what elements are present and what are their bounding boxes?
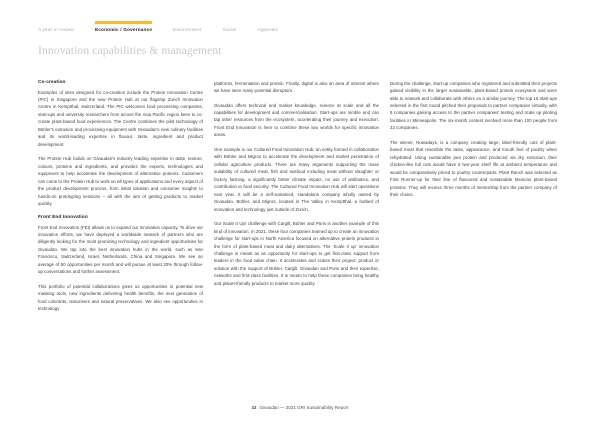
nav-item-economic-governance[interactable] [95, 28, 152, 34]
paragraph-col3-1: During the challenge, start-up companies who registered and submitted their projects gained visibility in the larger sustainable, plant-based protein ecosystem and were able to network and collaborate with others on a similar journey. The top 15 start-ups selected in the first round pitched their proposals to partner companies virtually, with 5 companies gaining access to the partner companies' testing and scale up piloting facilities in Minneapolis. The six-month contest involved more than 100 people from 22 companies. [390, 80, 557, 131]
paragraph-co-creation-2: The Protein Hub builds on Givaudan's industry leading expertise in taste, texture, colours, proteins and ingredients, and provides the experts, technologies and equipment to help accelerate the development of alternative proteins. Customers can come to the Protein Hub to work on all types of applications and every aspect of the product development process, from initial ideation and consumer insights to hands-on prototyping sessions – all with the aim of getting products to market quickly. [38, 156, 203, 207]
paragraph-fei-1: Front End Innovation (FEI) allows us to expand our innovation capacity. To drive our innovation efforts, we have deployed a worldwide network of partners who are diligently looking for the most promising technology and ingredient opportunities for Givaudan. We tap into the best innovation hubs in the world, such as San Francisco, Switzerland, Israel, Netherlands, China and Singapore. We see an average of 50 opportunities per month and will pursue at least 20% through follow-up conversations and further assessment. [38, 224, 203, 275]
nav-item-social[interactable] [222, 28, 236, 34]
column-three [390, 80, 557, 313]
paragraph-col2-2: Givaudan offers technical and market knowledge, science at scale and all the capabilities for development and commercialisation. Start-ups are nimble and can tap other resources from the ecosystem, accelerating their journey and execution. Front End Innovation is here to combine these two worlds for specific innovation areas. [214, 102, 379, 138]
nav-item-environment[interactable] [173, 28, 201, 34]
section-navigation [38, 0, 562, 34]
paragraph-col2-1: platforms, fermentation and protein. Finally, digital is also an area of interest where we have seen many potential disruptors. [214, 80, 379, 94]
column-one [38, 80, 203, 313]
nav-item-label: A year in review [38, 27, 74, 33]
active-tab-accent-bar [95, 21, 152, 24]
nav-item-label: Social [222, 27, 237, 33]
paragraph-co-creation-1: Examples of sites designed for co-creation include the Protein Innovation Centre (PIC) in Singapore and the new Protein Hub at our flagship Zurich Innovation Centre in Kemptthal, Switzerland. The PIC welcomes food processing companies, start-ups and university researchers from across the Asia Pacific region keen to co-create plant-based food experiences. The Centre combines the pilot technology of Bühler's extrusion and processing equipment with Givaudan's new culinary facilities and its world-leading expertise in flavour, taste, ingredient and product development. [38, 89, 203, 147]
paragraph-col2-4: Our Scale It Up! challenge with Cargill, Bühler and Puris is another example of this kind of innovation. In 2021, these four companies teamed up to create an innovation challenge for start-ups in North America focused on alternative protein products in the form of plant-based meat and dairy alternatives. The 'Scale it up' innovation challenge is meant as an opportunity for start-ups to get first-class support from leaders in the food value chain. It accelerates and scales their project, product or solution with the support of Bühler, Cargill, Givaudan and Puris and their expertise, networks and first-class facilities. It is meant to help these companies bring healthy and planet-friendly products to market more quickly. [214, 221, 379, 286]
nav-item-a-year-in-review[interactable] [38, 28, 74, 34]
page-footer [0, 405, 600, 410]
article-columns [38, 80, 562, 313]
footer-report-title: Givaudan — 2021 GRI Sustainability Report [259, 405, 349, 410]
paragraph-col3-2: The winner, Nowadays, is a company creating large, label-friendly cuts of plant-based meat that resemble the taste, appearance, and mouth feel of poultry when rehydrated. Using sustainable pea protein and produced via dry extrusion, their chicken-like full cuts would have a two-year shelf life at ambient temperature and would be comparatively priced to poultry counterparts. Plant Ranch was selected as First Runner-up for their line of flavoured and sustainable Mexican plant-based proteins. They will receive three months of mentorship from the partner company of their choice. [390, 139, 557, 198]
footer-page-number: 43 [251, 405, 257, 410]
nav-item-label: Appendix [257, 27, 279, 33]
heading-co-creation: Co-creation [38, 79, 66, 85]
nav-item-label: Environment [173, 27, 202, 33]
nav-item-label: Economic / Governance [94, 27, 153, 33]
column-two [214, 80, 379, 313]
paragraph-col2-3: One example is our Cultured Food Innovation Hub, an entity formed in collaboration with Bühler and Migros to accelerate the development and market penetration of cellular agriculture products. There are many arguments supporting the mass suitability of cultured meat, fish and seafood including meat without slaughter or factory farming, a significantly better climate impact, no use of antibiotics, and contribution to food security. The Cultured Food Innovation Hub will start operations next year. It will be a self-sustained, standalone company wholly owned by Givaudan, Bühler, and Migros, located in The Valley in Kemptthal, a hotbed of innovation and technology just outside of Zurich. [214, 146, 379, 212]
nav-item-appendix[interactable] [257, 28, 278, 34]
page-title: Innovation capabilities & management [38, 44, 222, 57]
paragraph-fei-2: This portfolio of potential collaborations gives us opportunities in potential new masking tools, new ingredients delivering health benefits, the next generation of food colorants, texturisers and natural preservatives. We also see opportunities in technology [38, 283, 203, 312]
heading-front-end-innovation: Front End Innovation [38, 214, 88, 220]
